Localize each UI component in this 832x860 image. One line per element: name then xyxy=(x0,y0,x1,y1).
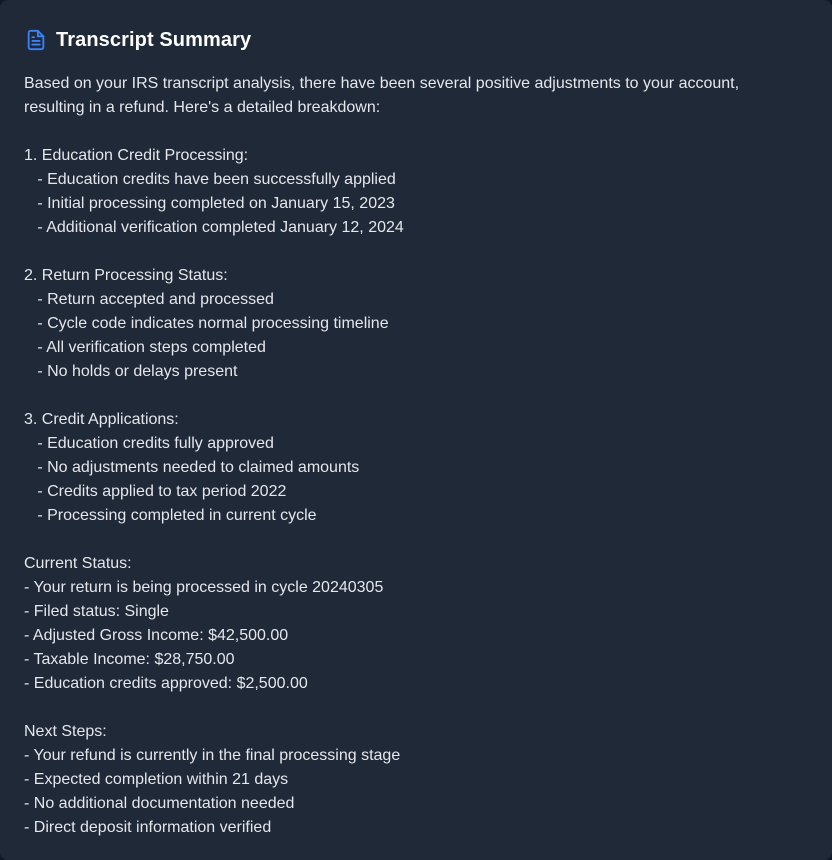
list-item: - Education credits approved: $2,500.00 xyxy=(24,675,308,692)
section-heading: 3. Credit Applications: xyxy=(24,411,179,428)
intro-line: Based on your IRS transcript analysis, there have been several positive adjustments to your account, xyxy=(24,75,740,92)
list-item: - All verification steps completed xyxy=(24,339,266,356)
list-item: - Your refund is currently in the final processing stage xyxy=(24,747,401,764)
list-item: - Cycle code indicates normal processing timeline xyxy=(24,315,389,332)
list-item: - Initial processing completed on January 15, 2023 xyxy=(24,195,395,212)
list-item: - Filed status: Single xyxy=(24,603,169,620)
list-item: - Expected completion within 21 days xyxy=(24,771,289,788)
intro-line: resulting in a refund. Here's a detailed breakdown: xyxy=(24,99,381,116)
list-item: - No adjustments needed to claimed amounts xyxy=(24,459,360,476)
list-item: - Adjusted Gross Income: $42,500.00 xyxy=(24,627,289,644)
section-heading: 2. Return Processing Status: xyxy=(24,267,228,284)
list-item: - No holds or delays present xyxy=(24,363,238,380)
list-item: - Your return is being processed in cycle 20240305 xyxy=(24,579,384,596)
list-item: - Credits applied to tax period 2022 xyxy=(24,483,287,500)
summary-content xyxy=(24,72,808,840)
list-item: - Processing completed in current cycle xyxy=(24,507,317,524)
list-item: - Additional verification completed January 12, 2024 xyxy=(24,219,404,236)
section-heading: 1. Education Credit Processing: xyxy=(24,147,249,164)
section-heading: Next Steps: xyxy=(24,723,107,740)
list-item: - Taxable Income: $28,750.00 xyxy=(24,651,235,668)
list-item: - Direct deposit information verified xyxy=(24,819,272,836)
list-item: - Education credits fully approved xyxy=(24,435,274,452)
list-item: - No additional documentation needed xyxy=(24,795,295,812)
document-icon xyxy=(24,28,48,52)
list-item: - Return accepted and processed xyxy=(24,291,274,308)
section-heading: Current Status: xyxy=(24,555,132,572)
card-header xyxy=(24,24,808,56)
page-title: Transcript Summary xyxy=(56,28,252,51)
list-item: - Education credits have been successfully applied xyxy=(24,171,396,188)
